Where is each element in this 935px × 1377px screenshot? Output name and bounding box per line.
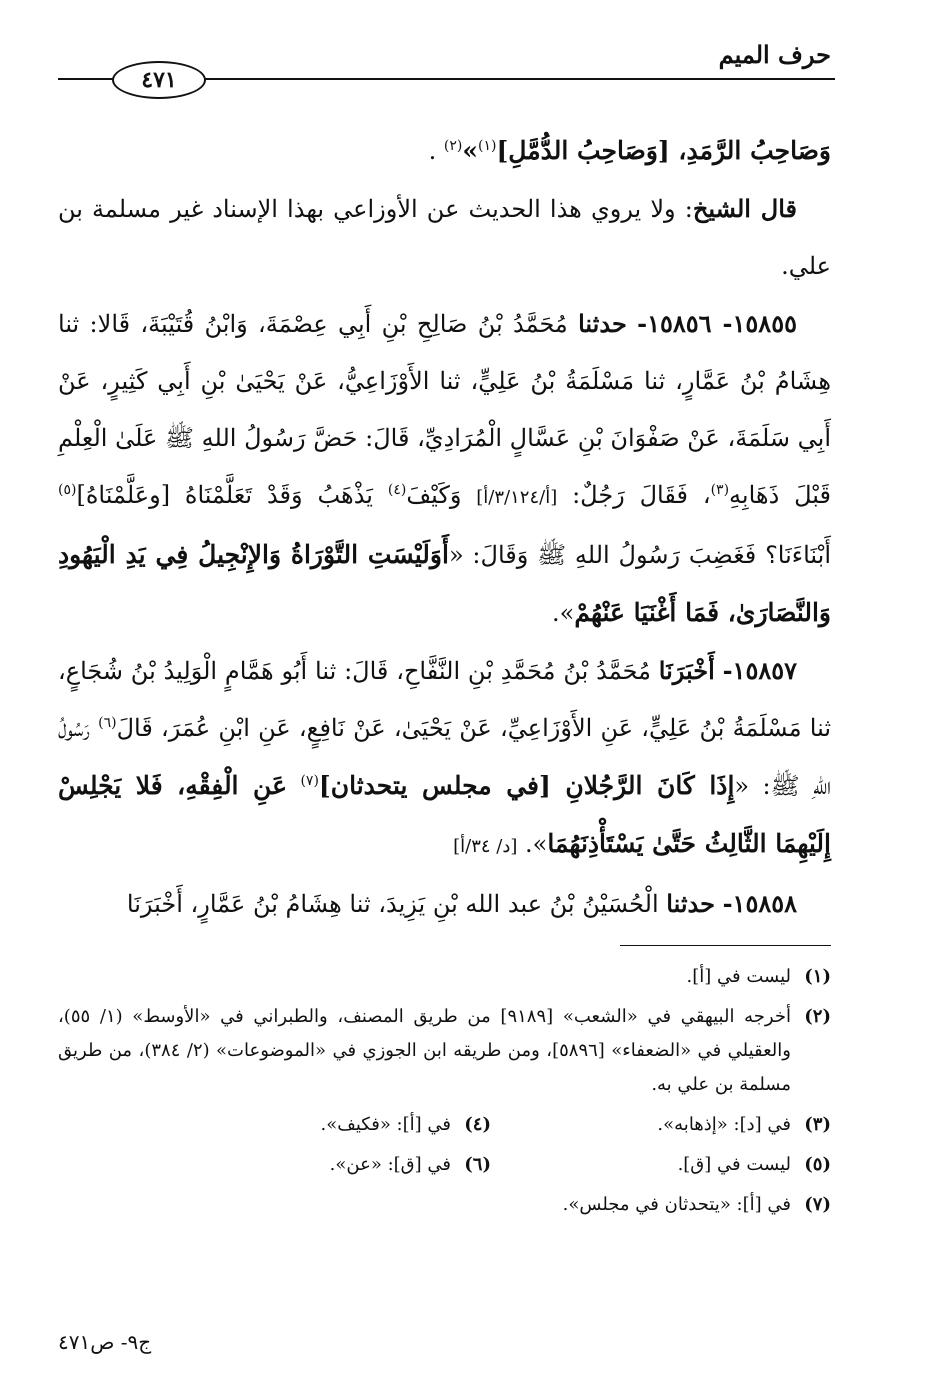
page-number-badge: ٤٧١ xyxy=(112,61,206,99)
hadith-15857: ١٥٨٥٧- أَخْبَرَنَا مُحَمَّدُ بْنُ مُحَمَّدِ بْنِ النَّفَّاحِ، قَالَ: ثنا أَبُو هَمَّامٍ الْوَلِيدُ بْنُ شُجَاعٍ، ثنا مَسْلَمَةُ بْنُ عَلِيٍّ، عَنِ الأَوْزَاعِيِّ، عَنْ يَحْيَىٰ، عَنْ نَافِعٍ، عَنِ ابْنِ عُمَرَ، قَالَ$^{(٦)}$ رَسُولُ اللهِ ﷺ: «إِذَا كَانَ الرَّجُلانِ [في مجلس يتحدثان]$^{(٧)}$ عَنِ الْفِقْهِ، فَلا يَجْلِسْ إِلَيْهِمَا الثَّالِثُ حَتَّىٰ يَسْتَأْذِنَهُمَا». [د/ ٣٤/أ] xyxy=(58,656,831,858)
running-title: حرف الميم xyxy=(718,40,831,69)
hadith-15855: ١٥٨٥٥- ١٥٨٥٦- حدثنا مُحَمَّدُ بْنُ صَالِحِ بْنِ أَبِي عِصْمَةَ، وَابْنُ قُتَيْبَةَ، قَالا: ثنا هِشَامُ بْنُ عَمَّارٍ، ثنا مَسْلَمَةُ بْنُ عَلِيٍّ، ثنا الأَوْزَاعِيُّ، عَنْ يَحْيَىٰ بْنِ أَبِي كَثِيرٍ، عَنْ أَبِي سَلَمَةَ، عَنْ صَفْوَانَ بْنِ عَسَّالٍ الْمُرَادِيِّ، قَالَ: حَضَّ رَسُولُ اللهِ ﷺ عَلَىٰ الْعِلْمِ قَبْلَ ذَهَابِهِ$^{(٣)}$، فَقَالَ رَجُلٌ: [أ/٣/١٢٤/أ] وَكَيْفَ$^{(٤)}$ يَذْهَبُ وَقَدْ تَعَلَّمْنَاهُ [وعَلَّمْنَاهُ]$^{(٥)}$ أَبْنَاءَنَا؟ فَغَضِبَ رَسُولُ اللهِ ﷺ وَقَالَ: «أَوَلَيْسَتِ التَّوْرَاةُ وَالإِنْجِيلُ فِي يَدِ الْيَهُودِ وَالنَّصَارَىٰ، فَمَا أَغْنَيَا عَنْهُمْ». xyxy=(58,309,831,627)
volume-page-folio: ج٩- ص٤٧١ xyxy=(58,1330,152,1354)
footnote-7: (٧) في [أ]: «يتحدثان في مجلس». xyxy=(562,1194,831,1215)
footnotes xyxy=(58,960,831,1228)
footnote-3: (٣) في [د]: «إذهابه». xyxy=(657,1114,831,1135)
footnote-4: (٤) في [أ]: «فكيف». xyxy=(320,1114,491,1135)
footnote-row-5-6 xyxy=(58,1148,831,1182)
main-text xyxy=(58,122,831,933)
footnote-rule xyxy=(620,945,831,946)
footnote-1: (١) ليست في [أ]. xyxy=(686,966,831,987)
footnote-6: (٦) في [ق]: «عن». xyxy=(329,1154,491,1175)
paragraph-sheikh-note: قال الشيخ: ولا يروي هذا الحديث عن الأوزاعي بهذا الإسناد غير مسلمة بن علي. xyxy=(58,194,831,280)
footnote-row-3-4 xyxy=(58,1108,831,1142)
footnote-2: (٢) أخرجه البيهقي في «الشعب» [٩١٨٩] من طريق المصنف، والطبراني في «الأوسط» (١/ ٥٥)، والعقيلي في «الضعفاء» [٥٨٩٦]، ومن طريقه ابن الجوزي في «الموضوعات» (٢/ ٣٨٤)، من طريق مسلمة بن علي به. xyxy=(58,1006,831,1095)
paragraph-verse-end: وَصَاحِبُ الرَّمَدِ، [وَصَاحِبُ الدُّمَّلِ]$^{(١)}$»$^{(٢)}$ . xyxy=(428,136,831,165)
hadith-15858: ١٥٨٥٨- حدثنا الْحُسَيْنُ بْنُ عبد الله بْنِ يَزِيدَ، ثنا هِشَامُ بْنُ عَمَّارٍ، أَخْبَرَنَا xyxy=(126,889,797,918)
footnote-5: (٥) ليست في [ق]. xyxy=(677,1154,831,1175)
